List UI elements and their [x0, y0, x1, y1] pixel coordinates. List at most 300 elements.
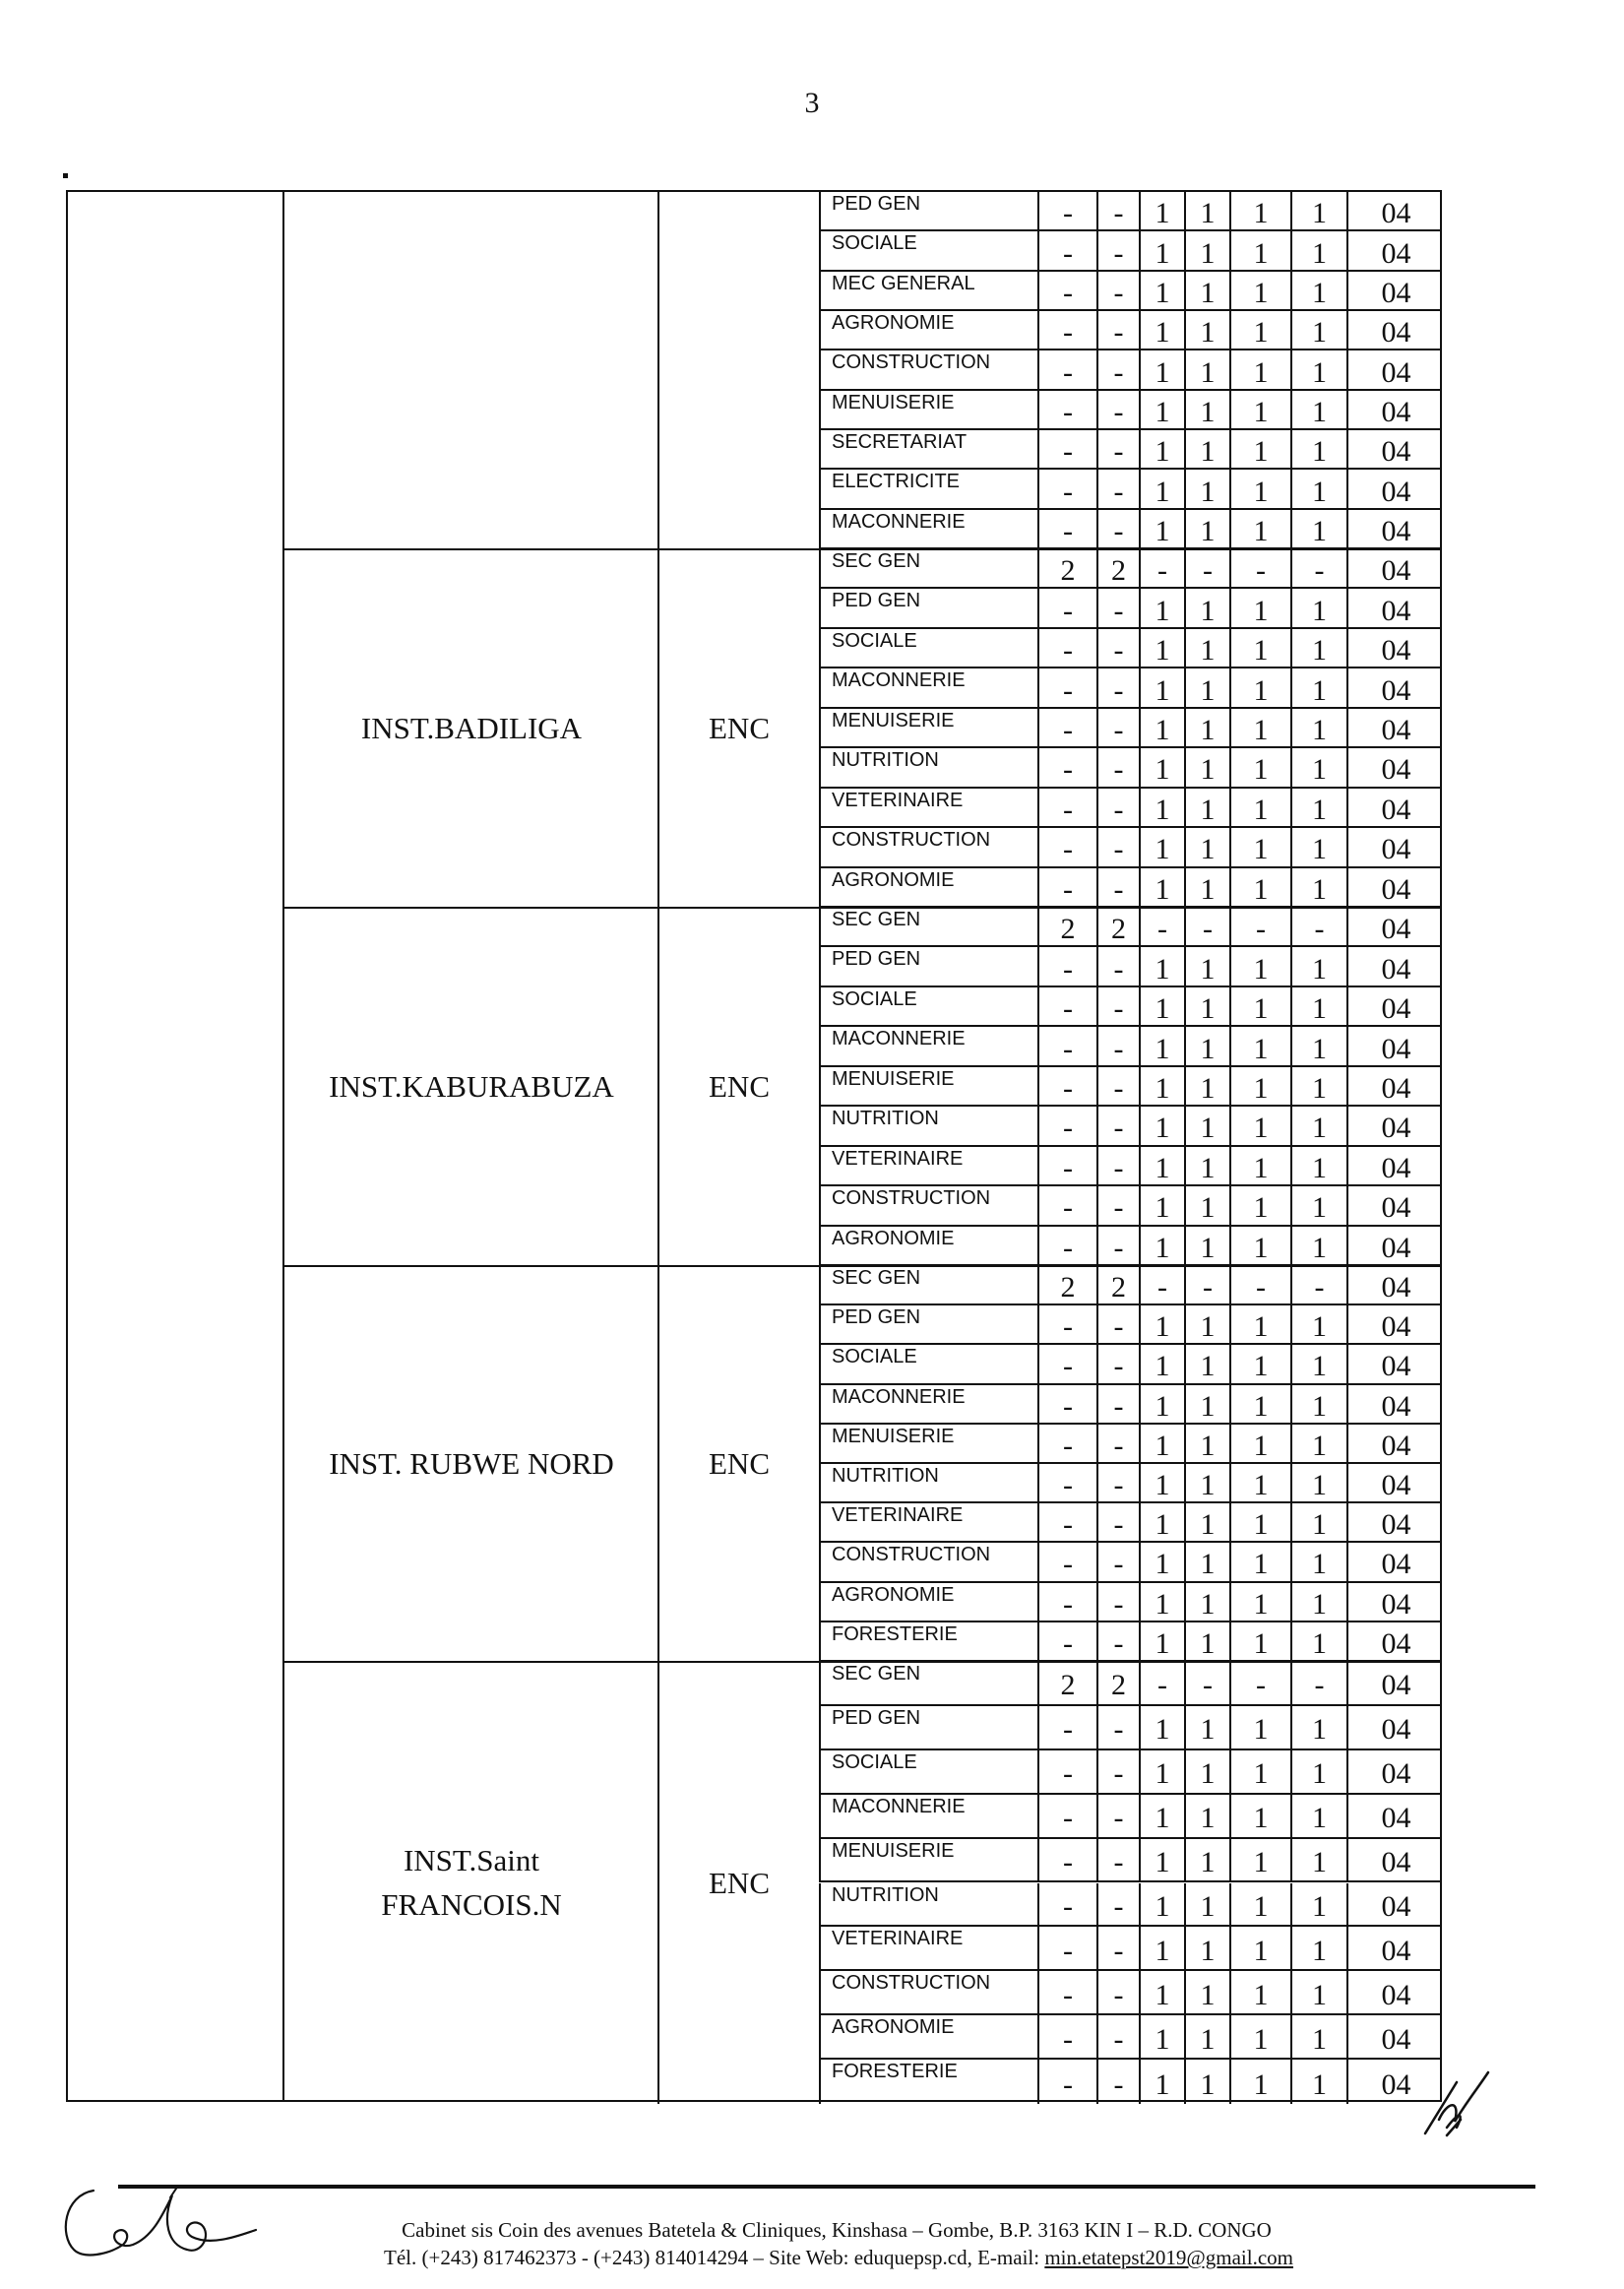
value-cell: 1	[1184, 1927, 1229, 1969]
value-cell: 1	[1290, 1027, 1346, 1064]
margin-mark	[63, 173, 68, 178]
value-cell: -	[1037, 1464, 1096, 1501]
value-cell: -	[1037, 311, 1096, 349]
value-cell: 1	[1290, 1795, 1346, 1837]
value-cell: 1	[1184, 947, 1229, 985]
value-cell: 1	[1229, 510, 1290, 547]
total-cell: 04	[1346, 868, 1444, 906]
value-cell: -	[1096, 2060, 1139, 2104]
value-cell: 1	[1139, 1583, 1184, 1621]
table-row	[819, 470, 1440, 509]
total-cell: 04	[1346, 1927, 1444, 1969]
value-cell: 1	[1290, 789, 1346, 826]
value-cell: 1	[1184, 987, 1229, 1025]
value-cell: -	[1096, 1927, 1139, 1969]
value-cell: 1	[1139, 1027, 1184, 1064]
value-cell: 1	[1229, 2060, 1290, 2104]
school-name: INST.KABURABUZA	[329, 1068, 614, 1104]
option-cell: PED GEN	[819, 589, 1037, 626]
value-cell: -	[1096, 1971, 1139, 2013]
option-cell: CONSTRUCTION	[819, 1543, 1037, 1580]
value-cell: 1	[1139, 789, 1184, 826]
value-cell: 1	[1290, 589, 1346, 626]
value-cell: 1	[1139, 987, 1184, 1025]
option-cell: MENUISERIE	[819, 391, 1037, 428]
value-cell: -	[1037, 1583, 1096, 1621]
value-cell: -	[1037, 789, 1096, 826]
table-row	[819, 1425, 1440, 1464]
table-row	[819, 1583, 1440, 1622]
table-row	[819, 1927, 1440, 1971]
value-cell: -	[1096, 668, 1139, 706]
value-cell: 1	[1290, 311, 1346, 349]
value-cell: 1	[1229, 272, 1290, 309]
value-cell: 1	[1184, 1147, 1229, 1184]
option-cell: CONSTRUCTION	[819, 1971, 1037, 2013]
total-cell: 04	[1346, 1147, 1444, 1184]
value-cell: -	[1037, 1186, 1096, 1224]
value-cell: 1	[1290, 1543, 1346, 1580]
option-cell: SECRETARIAT	[819, 430, 1037, 468]
value-cell: -	[1096, 1425, 1139, 1462]
value-cell: -	[1037, 1425, 1096, 1462]
value-cell: -	[1096, 1305, 1139, 1343]
table-row	[819, 1622, 1440, 1662]
value-cell: 1	[1139, 1750, 1184, 1793]
value-cell: 1	[1290, 947, 1346, 985]
value-cell: 2	[1096, 908, 1139, 945]
value-cell: 1	[1229, 947, 1290, 985]
value-cell: -	[1096, 391, 1139, 428]
value-cell: -	[1037, 709, 1096, 746]
value-cell: -	[1037, 1305, 1096, 1343]
option-cell: AGRONOMIE	[819, 1227, 1037, 1264]
value-cell: -	[1139, 1662, 1184, 1704]
table-row	[819, 828, 1440, 867]
value-cell: 1	[1229, 1971, 1290, 2013]
value-cell: 1	[1229, 828, 1290, 865]
value-cell: 1	[1184, 868, 1229, 906]
value-cell: -	[1096, 589, 1139, 626]
value-cell: -	[1290, 1266, 1346, 1303]
total-cell: 04	[1346, 987, 1444, 1025]
value-cell: 1	[1229, 470, 1290, 507]
footer-email-link[interactable]: min.etatepst2019@gmail.com	[1044, 2246, 1293, 2269]
table-row	[819, 868, 1440, 908]
value-cell: 1	[1184, 1186, 1229, 1224]
option-cell: MENUISERIE	[819, 709, 1037, 746]
school-name	[284, 192, 658, 549]
total-cell: 04	[1346, 272, 1444, 309]
value-cell: -	[1037, 1543, 1096, 1580]
footer-contact-text: Tél. (+243) 817462373 - (+243) 814014294 – Site Web: eduquepsp.cd, E-mail:	[384, 2246, 1045, 2269]
value-cell: -	[1037, 231, 1096, 269]
total-cell: 04	[1346, 1385, 1444, 1423]
value-cell: -	[1037, 1027, 1096, 1064]
value-cell: 1	[1184, 272, 1229, 309]
value-cell: -	[1096, 868, 1139, 906]
value-cell: 2	[1037, 549, 1096, 587]
value-cell: 1	[1290, 1425, 1346, 1462]
value-cell: 1	[1139, 470, 1184, 507]
school-name: INST.Saint FRANCOIS.N	[381, 1842, 562, 1922]
value-cell: -	[1096, 1385, 1139, 1423]
value-cell: 2	[1037, 908, 1096, 945]
total-cell: 04	[1346, 1305, 1444, 1343]
value-cell: 1	[1139, 350, 1184, 388]
option-cell: AGRONOMIE	[819, 2015, 1037, 2058]
value-cell: 1	[1184, 1622, 1229, 1660]
value-cell: 1	[1139, 1543, 1184, 1580]
value-cell: 1	[1290, 1305, 1346, 1343]
table-row	[819, 629, 1440, 668]
value-cell: -	[1037, 589, 1096, 626]
table-row	[819, 1067, 1440, 1107]
value-cell: -	[1096, 470, 1139, 507]
total-cell: 04	[1346, 549, 1444, 587]
option-cell: MACONNERIE	[819, 1795, 1037, 1837]
total-cell: 04	[1346, 350, 1444, 388]
table-row	[819, 1266, 1440, 1305]
value-cell: 1	[1229, 1583, 1290, 1621]
value-cell: 1	[1290, 350, 1346, 388]
table-row	[819, 1107, 1440, 1146]
option-cell: CONSTRUCTION	[819, 1186, 1037, 1224]
value-cell: -	[1290, 1662, 1346, 1704]
value-cell: 1	[1290, 709, 1346, 746]
value-cell: 1	[1229, 1927, 1290, 1969]
table-row	[819, 1971, 1440, 2015]
value-cell: 1	[1184, 2015, 1229, 2058]
value-cell: -	[1096, 510, 1139, 547]
value-cell: -	[1037, 272, 1096, 309]
value-cell: -	[1037, 1927, 1096, 1969]
value-cell: 1	[1184, 2060, 1229, 2104]
value-cell: 1	[1139, 1971, 1184, 2013]
value-cell: 1	[1184, 1067, 1229, 1105]
value-cell: 1	[1139, 868, 1184, 906]
table-row	[819, 1795, 1440, 1839]
total-cell: 04	[1346, 1662, 1444, 1704]
value-cell: -	[1037, 868, 1096, 906]
value-cell: 1	[1229, 748, 1290, 786]
total-cell: 04	[1346, 192, 1444, 229]
option-cell: PED GEN	[819, 192, 1037, 229]
value-cell: 1	[1229, 192, 1290, 229]
school-group	[68, 192, 1440, 549]
value-cell: 1	[1139, 1503, 1184, 1541]
option-cell: FORESTERIE	[819, 2060, 1037, 2104]
value-cell: -	[1096, 1067, 1139, 1105]
value-cell: 1	[1139, 391, 1184, 428]
value-cell: 1	[1229, 1147, 1290, 1184]
total-cell: 04	[1346, 1345, 1444, 1382]
value-cell: 1	[1290, 987, 1346, 1025]
total-cell: 04	[1346, 1706, 1444, 1749]
school-type	[659, 192, 819, 549]
value-cell: 1	[1290, 1706, 1346, 1749]
value-cell: 1	[1139, 1305, 1184, 1343]
value-cell: 1	[1184, 470, 1229, 507]
value-cell: 1	[1290, 272, 1346, 309]
value-cell: -	[1096, 629, 1139, 667]
value-cell: 1	[1184, 1795, 1229, 1837]
option-cell: MACONNERIE	[819, 1385, 1037, 1423]
option-cell: CONSTRUCTION	[819, 828, 1037, 865]
value-cell: 1	[1139, 1795, 1184, 1837]
value-cell: 1	[1290, 2060, 1346, 2104]
value-cell: 1	[1229, 1107, 1290, 1144]
value-cell: -	[1096, 1750, 1139, 1793]
value-cell: -	[1229, 908, 1290, 945]
option-cell: MACONNERIE	[819, 1027, 1037, 1064]
value-cell: -	[1096, 1503, 1139, 1541]
option-cell: VETERINAIRE	[819, 1927, 1037, 1969]
value-cell: 1	[1139, 828, 1184, 865]
value-cell: -	[1096, 947, 1139, 985]
value-cell: 1	[1229, 1795, 1290, 1837]
option-cell: VETERINAIRE	[819, 1147, 1037, 1184]
value-cell: 1	[1139, 947, 1184, 985]
value-cell: 1	[1139, 1385, 1184, 1423]
value-cell: 1	[1139, 1464, 1184, 1501]
value-cell: 1	[1184, 709, 1229, 746]
value-cell: -	[1229, 1662, 1290, 1704]
value-cell: -	[1096, 231, 1139, 269]
total-cell: 04	[1346, 311, 1444, 349]
value-cell: 1	[1229, 987, 1290, 1025]
value-cell: 1	[1184, 789, 1229, 826]
school-type: ENC	[709, 711, 770, 745]
value-cell: -	[1096, 1543, 1139, 1580]
table-row	[819, 1147, 1440, 1186]
footer-address: Cabinet sis Coin des avenues Batetela & Cliniques, Kinshasa – Gombe, B.P. 3163 KIN I – R.D. CONGO	[402, 2218, 1272, 2242]
option-cell: VETERINAIRE	[819, 1503, 1037, 1541]
value-cell: -	[1184, 908, 1229, 945]
total-cell: 04	[1346, 1464, 1444, 1501]
value-cell: 1	[1229, 1027, 1290, 1064]
value-cell: -	[1037, 748, 1096, 786]
table-row	[819, 231, 1440, 271]
value-cell: 1	[1229, 868, 1290, 906]
school-name: INST. RUBWE NORD	[329, 1445, 614, 1481]
value-cell: 1	[1290, 1385, 1346, 1423]
value-cell: -	[1037, 629, 1096, 667]
value-cell: 1	[1290, 629, 1346, 667]
value-cell: 1	[1229, 1622, 1290, 1660]
value-cell: 1	[1229, 1227, 1290, 1264]
value-cell: -	[1096, 987, 1139, 1025]
value-cell: -	[1096, 1227, 1139, 1264]
table-row	[819, 549, 1440, 589]
value-cell: 1	[1139, 1186, 1184, 1224]
total-cell: 04	[1346, 668, 1444, 706]
option-cell: SOCIALE	[819, 231, 1037, 269]
value-cell: 1	[1229, 391, 1290, 428]
total-cell: 04	[1346, 231, 1444, 269]
total-cell: 04	[1346, 1027, 1444, 1064]
school-type: ENC	[709, 1446, 770, 1481]
table-row	[819, 272, 1440, 311]
value-cell: 1	[1229, 1186, 1290, 1224]
value-cell: -	[1229, 549, 1290, 587]
option-cell: MENUISERIE	[819, 1839, 1037, 1881]
value-cell: 1	[1184, 311, 1229, 349]
value-cell: 1	[1139, 1227, 1184, 1264]
option-cell: NUTRITION	[819, 748, 1037, 786]
value-cell: -	[1139, 549, 1184, 587]
value-cell: -	[1037, 1839, 1096, 1881]
value-cell: -	[1096, 709, 1139, 746]
school-group	[68, 1266, 1440, 1662]
value-cell: 1	[1229, 789, 1290, 826]
value-cell: 1	[1139, 272, 1184, 309]
table-row	[819, 1706, 1440, 1750]
value-cell: 1	[1184, 1345, 1229, 1382]
value-cell: 1	[1139, 1107, 1184, 1144]
value-cell: -	[1096, 430, 1139, 468]
value-cell: 1	[1229, 1883, 1290, 1926]
table-row	[819, 709, 1440, 748]
value-cell: 1	[1139, 1067, 1184, 1105]
value-cell: 1	[1229, 1543, 1290, 1580]
option-cell: SOCIALE	[819, 1345, 1037, 1382]
value-cell: 1	[1184, 1227, 1229, 1264]
table-row	[819, 1227, 1440, 1266]
total-cell: 04	[1346, 1971, 1444, 2013]
value-cell: 1	[1290, 192, 1346, 229]
initials-signature-mark	[1417, 2063, 1496, 2141]
schools-table	[66, 190, 1442, 2102]
total-cell: 04	[1346, 1543, 1444, 1580]
total-cell: 04	[1346, 1227, 1444, 1264]
value-cell: 1	[1184, 1385, 1229, 1423]
table-row	[819, 987, 1440, 1027]
value-cell: 1	[1139, 1622, 1184, 1660]
value-cell: 1	[1229, 1067, 1290, 1105]
value-cell: 1	[1139, 2060, 1184, 2104]
option-cell: AGRONOMIE	[819, 1583, 1037, 1621]
total-cell: 04	[1346, 2060, 1444, 2104]
value-cell: -	[1096, 2015, 1139, 2058]
value-cell: -	[1037, 1107, 1096, 1144]
value-cell: 1	[1290, 1927, 1346, 1969]
total-cell: 04	[1346, 908, 1444, 945]
footer-rule	[118, 2185, 1535, 2189]
value-cell: -	[1184, 1662, 1229, 1704]
value-cell: -	[1290, 908, 1346, 945]
value-cell: 1	[1290, 430, 1346, 468]
value-cell: 1	[1229, 589, 1290, 626]
value-cell: 1	[1229, 1503, 1290, 1541]
value-cell: 1	[1139, 510, 1184, 547]
value-cell: -	[1096, 1027, 1139, 1064]
table-row	[819, 1839, 1440, 1883]
value-cell: -	[1096, 748, 1139, 786]
total-cell: 04	[1346, 391, 1444, 428]
option-cell: AGRONOMIE	[819, 868, 1037, 906]
total-cell: 04	[1346, 2015, 1444, 2058]
value-cell: 1	[1290, 748, 1346, 786]
value-cell: 1	[1139, 1839, 1184, 1881]
value-cell: 1	[1290, 1750, 1346, 1793]
total-cell: 04	[1346, 1107, 1444, 1144]
value-cell: 1	[1139, 1883, 1184, 1926]
value-cell: 1	[1290, 231, 1346, 269]
value-cell: 1	[1229, 350, 1290, 388]
value-cell: 1	[1229, 1839, 1290, 1881]
option-cell: SEC GEN	[819, 549, 1037, 587]
value-cell: 1	[1229, 709, 1290, 746]
value-cell: 1	[1290, 1622, 1346, 1660]
value-cell: 1	[1139, 1147, 1184, 1184]
value-cell: 2	[1096, 1266, 1139, 1303]
table-row	[819, 430, 1440, 470]
value-cell: -	[1096, 1883, 1139, 1926]
value-cell: -	[1229, 1266, 1290, 1303]
value-cell: 1	[1290, 668, 1346, 706]
total-cell: 04	[1346, 748, 1444, 786]
value-cell: -	[1184, 1266, 1229, 1303]
value-cell: -	[1290, 549, 1346, 587]
value-cell: -	[1037, 1345, 1096, 1382]
value-cell: 1	[1184, 1971, 1229, 2013]
value-cell: 1	[1184, 430, 1229, 468]
value-cell: 1	[1290, 470, 1346, 507]
option-cell: SOCIALE	[819, 1750, 1037, 1793]
value-cell: 1	[1184, 668, 1229, 706]
table-row	[819, 2015, 1440, 2060]
school-type: ENC	[709, 1069, 770, 1104]
value-cell: 1	[1184, 1503, 1229, 1541]
value-cell: 1	[1184, 1750, 1229, 1793]
total-cell: 04	[1346, 1425, 1444, 1462]
option-cell: CONSTRUCTION	[819, 350, 1037, 388]
option-cell: MENUISERIE	[819, 1425, 1037, 1462]
table-row	[819, 192, 1440, 231]
total-cell: 04	[1346, 1839, 1444, 1881]
value-cell: -	[1096, 1464, 1139, 1501]
value-cell: 1	[1184, 192, 1229, 229]
value-cell: -	[1184, 549, 1229, 587]
value-cell: -	[1037, 947, 1096, 985]
option-cell: VETERINAIRE	[819, 789, 1037, 826]
value-cell: 1	[1184, 1464, 1229, 1501]
value-cell: -	[1037, 430, 1096, 468]
total-cell: 04	[1346, 1583, 1444, 1621]
value-cell: 1	[1139, 231, 1184, 269]
option-cell: ELECTRICITE	[819, 470, 1037, 507]
option-cell: PED GEN	[819, 1305, 1037, 1343]
table-row	[819, 1345, 1440, 1384]
table-row	[819, 1883, 1440, 1928]
value-cell: 1	[1290, 1147, 1346, 1184]
value-cell: -	[1096, 1147, 1139, 1184]
value-cell: 1	[1229, 1305, 1290, 1343]
value-cell: 1	[1229, 668, 1290, 706]
value-cell: -	[1037, 1227, 1096, 1264]
table-row	[819, 1464, 1440, 1503]
value-cell: 1	[1139, 311, 1184, 349]
value-cell: 1	[1139, 629, 1184, 667]
value-cell: -	[1096, 1583, 1139, 1621]
total-cell: 04	[1346, 789, 1444, 826]
value-cell: 1	[1290, 1107, 1346, 1144]
value-cell: 1	[1139, 748, 1184, 786]
value-cell: 1	[1184, 1706, 1229, 1749]
value-cell: -	[1096, 1622, 1139, 1660]
value-cell: -	[1037, 1067, 1096, 1105]
